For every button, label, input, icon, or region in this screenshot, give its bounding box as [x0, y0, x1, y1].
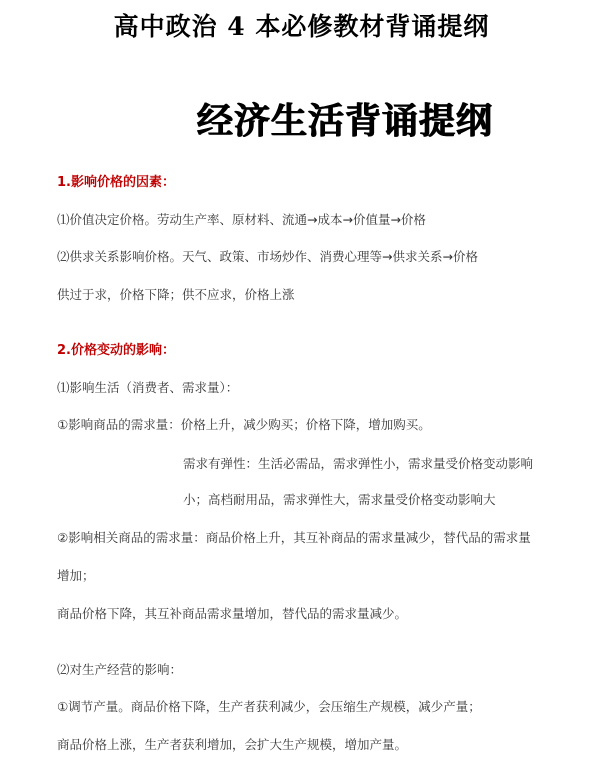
paragraph-line: 商品价格上涨，生产者获利增加，会扩大生产规模，增加产量。: [57, 737, 408, 752]
paragraph-line: ⑴价值决定价格。劳动生产率、原材料、流通→成本→价值量→价格: [57, 212, 426, 227]
paragraph-line: 商品价格下降，其互补商品需求量增加，替代品的需求量减少。: [57, 606, 408, 621]
banner-image-title: 经济生活背诵提纲: [196, 100, 493, 142]
paragraph-line: ①影响商品的需求量：价格上升，减少购买；价格下降，增加购买。: [57, 417, 431, 432]
paragraph-line: ⑵供求关系影响价格。天气、政策、市场炒作、消费心理等→供求关系→价格: [57, 249, 478, 264]
document-title: 高中政治 4 本必修教材背诵提纲: [113, 12, 490, 41]
paragraph-line: ⑵对生产经营的影响：: [57, 662, 183, 677]
paragraph-line-indented: 小；高档耐用品，需求弹性大，需求量受价格变动影响大: [183, 492, 496, 507]
paragraph-line: 供过于求，价格下降；供不应求，价格上涨: [57, 287, 295, 302]
paragraph-line: ②影响相关商品的需求量：商品价格上升，其互补商品的需求量减少，替代品的需求量: [57, 530, 531, 545]
section-heading-price-factors: 1.影响价格的因素：: [57, 175, 175, 190]
paragraph-line-indented: 需求有弹性：生活必需品，需求弹性小，需求量受价格变动影响: [183, 456, 534, 471]
paragraph-line: 增加；: [57, 568, 95, 583]
paragraph-line: ⑴影响生活（消费者、需求量）：: [57, 380, 239, 395]
section-heading-price-change-effects: 2.价格变动的影响：: [57, 343, 175, 358]
paragraph-line: ①调节产量。商品价格下降，生产者获利减少，会压缩生产规模，减少产量；: [57, 699, 481, 714]
